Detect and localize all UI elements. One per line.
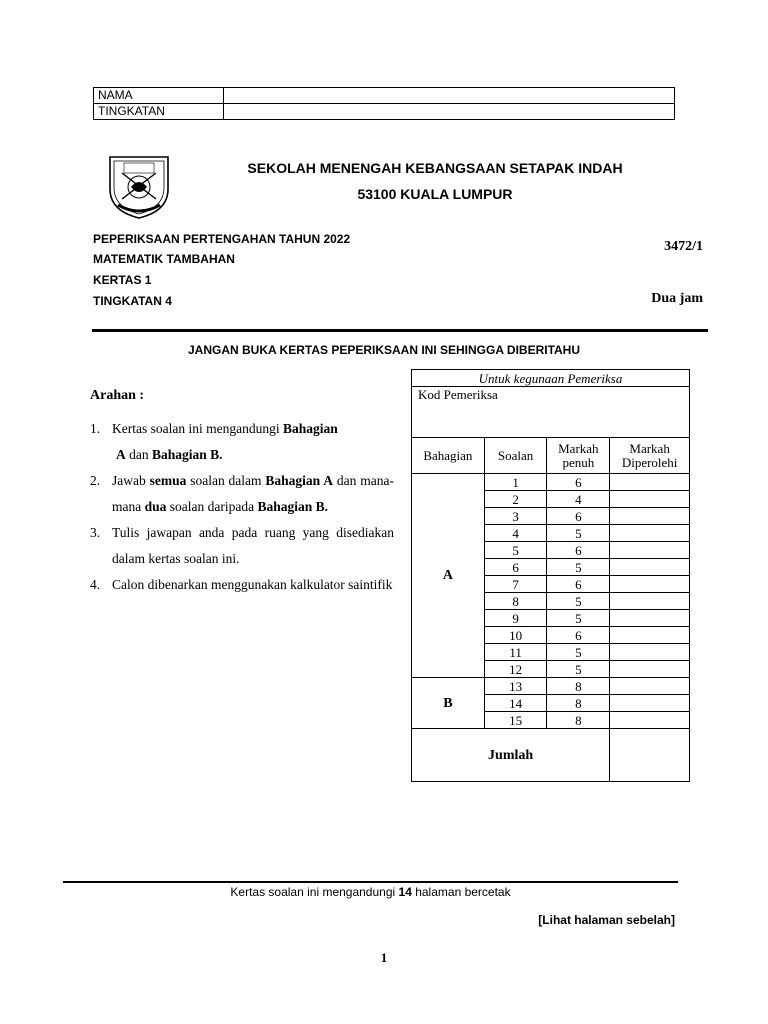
obtained-marks-cell[interactable]	[610, 559, 690, 576]
section-b-label: B	[412, 678, 485, 729]
full-marks-cell: 5	[547, 610, 610, 627]
obtained-marks-cell[interactable]	[610, 508, 690, 525]
full-marks-cell: 5	[547, 559, 610, 576]
full-marks-cell: 8	[547, 712, 610, 729]
school-name: SEKOLAH MENENGAH KEBANGSAAN SETAPAK INDAH	[247, 160, 623, 176]
full-marks-cell: 5	[547, 593, 610, 610]
question-number-cell: 2	[484, 491, 547, 508]
nama-field[interactable]	[224, 88, 675, 104]
obtained-marks-cell[interactable]	[610, 644, 690, 661]
full-marks-cell: 5	[547, 644, 610, 661]
question-number-cell: 15	[484, 712, 547, 729]
paper-number: KERTAS 1	[93, 273, 152, 287]
instructions-list	[90, 416, 394, 598]
school-crest-logo	[104, 151, 174, 221]
obtained-marks-cell[interactable]	[610, 610, 690, 627]
marks-row	[412, 474, 690, 491]
col-header-bahagian: Bahagian	[412, 438, 485, 474]
footer-divider	[63, 881, 678, 883]
obtained-marks-cell[interactable]	[610, 678, 690, 695]
next-page-note: [Lihat halaman sebelah]	[538, 913, 675, 927]
full-marks-cell: 8	[547, 695, 610, 712]
full-marks-cell: 6	[547, 576, 610, 593]
warning-notice: JANGAN BUKA KERTAS PEPERIKSAAN INI SEHINGGA DIBERITAHU	[187, 343, 581, 357]
full-marks-cell: 6	[547, 474, 610, 491]
section-a-label: A	[412, 474, 485, 678]
col-header-markah-penuh: Markah penuh	[547, 438, 610, 474]
full-marks-cell: 8	[547, 678, 610, 695]
question-number-cell: 1	[484, 474, 547, 491]
obtained-marks-cell[interactable]	[610, 525, 690, 542]
obtained-marks-cell[interactable]	[610, 542, 690, 559]
obtained-marks-cell[interactable]	[610, 661, 690, 678]
full-marks-cell: 6	[547, 508, 610, 525]
candidate-info-table	[93, 87, 675, 120]
header-divider	[92, 329, 708, 332]
exam-title: PEPERIKSAAN PERTENGAHAN TAHUN 2022	[93, 232, 351, 246]
question-number-cell: 13	[484, 678, 547, 695]
question-number-cell: 11	[484, 644, 547, 661]
question-number-cell: 9	[484, 610, 547, 627]
instruction-item: 1. Kertas soalan ini mengandungi Bahagian A dan Bahagian B.	[90, 421, 338, 462]
full-marks-cell: 6	[547, 542, 610, 559]
page-number: 1	[380, 950, 388, 965]
tingkatan-field[interactable]	[224, 104, 675, 120]
question-number-cell: 12	[484, 661, 547, 678]
paper-code: 3472/1	[664, 239, 703, 254]
instructions-heading: Arahan :	[90, 388, 145, 403]
form-level: TINGKATAN 4	[93, 294, 172, 308]
total-marks-cell[interactable]	[610, 729, 690, 782]
obtained-marks-cell[interactable]	[610, 593, 690, 610]
examiner-use-title: Untuk kegunaan Pemeriksa	[412, 370, 690, 387]
question-number-cell: 8	[484, 593, 547, 610]
subject-name: MATEMATIK TAMBAHAN	[93, 252, 235, 266]
question-number-cell: 10	[484, 627, 547, 644]
marks-row	[412, 678, 690, 695]
examiner-code-field[interactable]: Kod Pemeriksa	[412, 387, 690, 438]
examiner-marks-table	[411, 369, 690, 782]
question-number-cell: 14	[484, 695, 547, 712]
full-marks-cell: 5	[547, 525, 610, 542]
obtained-marks-cell[interactable]	[610, 627, 690, 644]
school-address: 53100 KUALA LUMPUR	[357, 186, 513, 202]
instruction-item: 2. Jawab semua soalan dalam Bahagian A dan mana-mana dua soalan daripada Bahagian B.	[90, 473, 394, 514]
obtained-marks-cell[interactable]	[610, 474, 690, 491]
nama-label: NAMA	[94, 88, 224, 104]
question-number-cell: 3	[484, 508, 547, 525]
col-header-soalan: Soalan	[484, 438, 547, 474]
exam-duration: Dua jam	[651, 291, 703, 306]
tingkatan-label: TINGKATAN	[94, 104, 224, 120]
full-marks-cell: 5	[547, 661, 610, 678]
obtained-marks-cell[interactable]	[610, 491, 690, 508]
question-number-cell: 6	[484, 559, 547, 576]
full-marks-cell: 4	[547, 491, 610, 508]
question-number-cell: 4	[484, 525, 547, 542]
instruction-item: 4. Calon dibenarkan menggunakan kalkulator saintifik	[90, 577, 393, 592]
col-header-markah-diperolehi: Markah Diperolehi	[610, 438, 690, 474]
page-count-note: Kertas soalan ini mengandungi 14 halaman bercetak	[230, 885, 511, 899]
obtained-marks-cell[interactable]	[610, 695, 690, 712]
total-label: Jumlah	[412, 729, 610, 782]
instruction-item: 3. Tulis jawapan anda pada ruang yang disediakan dalam kertas soalan ini.	[90, 525, 394, 566]
obtained-marks-cell[interactable]	[610, 576, 690, 593]
obtained-marks-cell[interactable]	[610, 712, 690, 729]
question-number-cell: 7	[484, 576, 547, 593]
full-marks-cell: 6	[547, 627, 610, 644]
question-number-cell: 5	[484, 542, 547, 559]
